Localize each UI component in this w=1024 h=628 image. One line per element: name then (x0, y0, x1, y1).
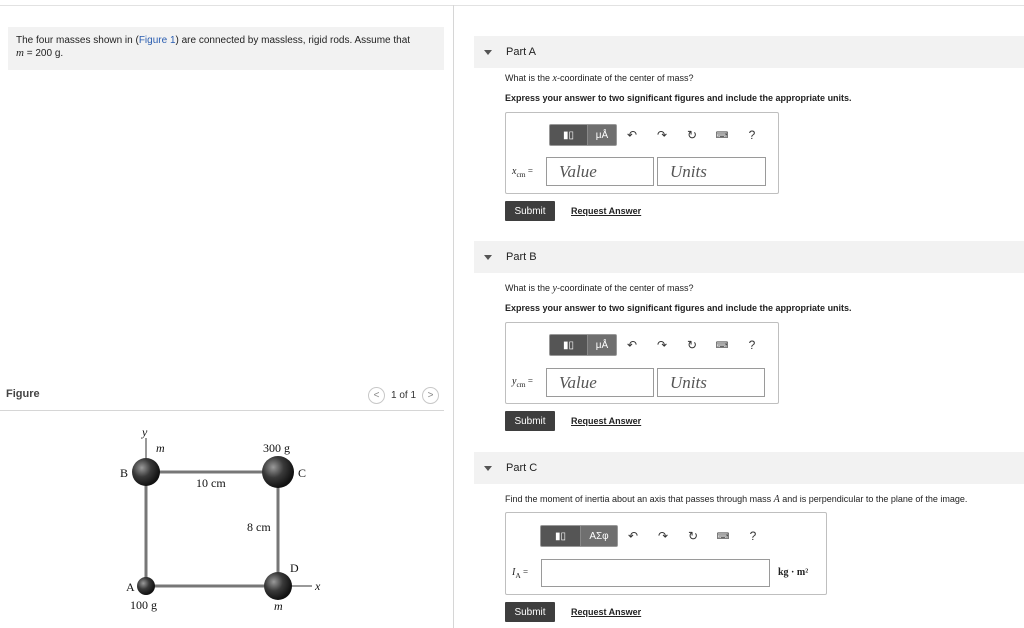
part-b-question (505, 283, 694, 294)
part-c-submit-button[interactable]: Submit (505, 602, 555, 622)
figure-separator (0, 410, 444, 411)
problem-text-after: ) are connected by massless, rigid rods. Assume that (175, 35, 411, 46)
label-C: C (298, 466, 307, 480)
label-m-top: m (156, 441, 165, 455)
mass-diagram (100, 420, 340, 620)
part-a-answer-label (512, 166, 533, 179)
part-a-submit-button[interactable]: Submit (505, 201, 555, 221)
x-axis-label: x (315, 579, 321, 593)
part-c-title: Part C (506, 462, 538, 474)
reset-icon[interactable]: ↻ (687, 529, 699, 543)
part-a-title: Part A (506, 46, 536, 58)
part-c-answer-input[interactable] (541, 559, 770, 587)
units-button[interactable]: μÅ (588, 335, 616, 355)
mass-value: = 200 g. (23, 48, 64, 59)
label-10cm: 10 cm (196, 476, 226, 490)
help-icon[interactable]: ? (748, 338, 756, 352)
collapse-triangle-icon[interactable] (484, 255, 492, 260)
part-a-units-input[interactable]: Units (657, 157, 766, 186)
undo-icon[interactable]: ↶ (627, 529, 639, 543)
column-divider (453, 5, 454, 628)
label-A: A (126, 580, 135, 594)
part-a-question-var: x (552, 73, 557, 84)
part-b-answer-label (512, 376, 533, 389)
reset-icon[interactable]: ↻ (686, 338, 698, 352)
part-b-value-input[interactable]: Value (546, 368, 654, 397)
part-c-question (505, 494, 967, 505)
part-a-header[interactable] (474, 36, 1024, 68)
templates-button[interactable]: ▮▯ (550, 335, 588, 355)
part-b-header[interactable] (474, 241, 1024, 273)
problem-statement (8, 27, 444, 70)
part-a-question-before: What is the (505, 73, 553, 83)
keyboard-icon[interactable]: ⌨ (716, 530, 730, 541)
undo-icon[interactable]: ↶ (626, 128, 638, 142)
part-c-header[interactable] (474, 452, 1024, 484)
label-B: B (120, 466, 129, 480)
part-b-label-var: y (512, 376, 517, 387)
templates-button[interactable]: ▮▯ (541, 526, 581, 546)
part-b-question-var: y (552, 283, 557, 294)
part-b-submit-button[interactable]: Submit (505, 411, 555, 431)
mass-A (137, 577, 155, 595)
help-icon[interactable]: ? (749, 529, 757, 543)
keyboard-icon[interactable]: ⌨ (715, 339, 729, 350)
label-300g: 300 g (263, 441, 290, 455)
y-axis-label: y (142, 425, 148, 439)
label-m-bottom: m (274, 599, 283, 613)
reset-icon[interactable]: ↻ (686, 128, 698, 142)
part-c-answer-label (512, 567, 528, 580)
figure-pager (368, 387, 439, 404)
part-c-label-var: I (512, 567, 516, 578)
label-D: D (290, 561, 299, 575)
part-b-title: Part B (506, 251, 537, 263)
part-a-question-after: -coordinate of the center of mass? (556, 73, 694, 83)
redo-icon[interactable]: ↷ (656, 128, 668, 142)
label-100g: 100 g (130, 598, 157, 612)
part-a-toolbar (549, 124, 767, 146)
figure-link[interactable]: Figure 1 (138, 35, 176, 46)
problem-text-before: The four masses shown in ( (16, 35, 139, 46)
templates-button[interactable]: ▮▯ (550, 125, 588, 145)
undo-icon[interactable]: ↶ (626, 338, 638, 352)
units-button[interactable]: μÅ (588, 125, 616, 145)
mass-D (264, 572, 292, 600)
part-b-units-input[interactable]: Units (657, 368, 765, 397)
figure-label: Figure (6, 388, 40, 400)
redo-icon[interactable]: ↷ (657, 529, 669, 543)
figure-count: 1 of 1 (391, 390, 417, 401)
part-c-question-var: A (773, 494, 780, 505)
part-b-request-answer-link[interactable]: Request Answer (571, 416, 642, 426)
part-b-label-eq: = (525, 376, 533, 386)
part-b-label-sub: cm (516, 379, 526, 389)
part-c-question-after: and is perpendicular to the plane of the image. (779, 494, 968, 504)
collapse-triangle-icon[interactable] (484, 50, 492, 55)
part-c-label-eq: = (520, 567, 529, 577)
part-a-label-var: x (512, 166, 517, 177)
mass-B (132, 458, 160, 486)
part-b-toolbar (549, 334, 767, 356)
part-a-request-answer-link[interactable]: Request Answer (571, 206, 642, 216)
part-c-unit: kg · m² (778, 567, 809, 578)
part-c-toolbar (540, 525, 768, 547)
part-c-request-answer-link[interactable]: Request Answer (571, 607, 642, 617)
mass-symbol: m (16, 47, 24, 59)
part-a-instruction: Express your answer to two significant figures and include the appropriate units. (505, 93, 852, 103)
collapse-triangle-icon[interactable] (484, 466, 492, 471)
part-a-question (505, 73, 694, 84)
mass-C (262, 456, 294, 488)
part-c-label-sub: A (515, 570, 521, 580)
part-a-label-sub: cm (516, 169, 526, 179)
part-a-label-eq: = (525, 166, 533, 176)
label-8cm: 8 cm (247, 520, 271, 534)
prev-figure-button[interactable]: < (368, 387, 385, 404)
part-b-instruction: Express your answer to two significant figures and include the appropriate units. (505, 303, 852, 313)
greek-button[interactable]: ΑΣφ (581, 526, 617, 546)
help-icon[interactable]: ? (748, 128, 756, 142)
next-figure-button[interactable]: > (422, 387, 439, 404)
top-border (0, 5, 1024, 6)
part-c-question-before: Find the moment of inertia about an axis that passes through mass (505, 494, 774, 504)
part-b-question-after: -coordinate of the center of mass? (556, 283, 694, 293)
redo-icon[interactable]: ↷ (656, 338, 668, 352)
part-b-question-before: What is the (505, 283, 553, 293)
keyboard-icon[interactable]: ⌨ (715, 129, 729, 140)
part-a-value-input[interactable]: Value (546, 157, 654, 186)
